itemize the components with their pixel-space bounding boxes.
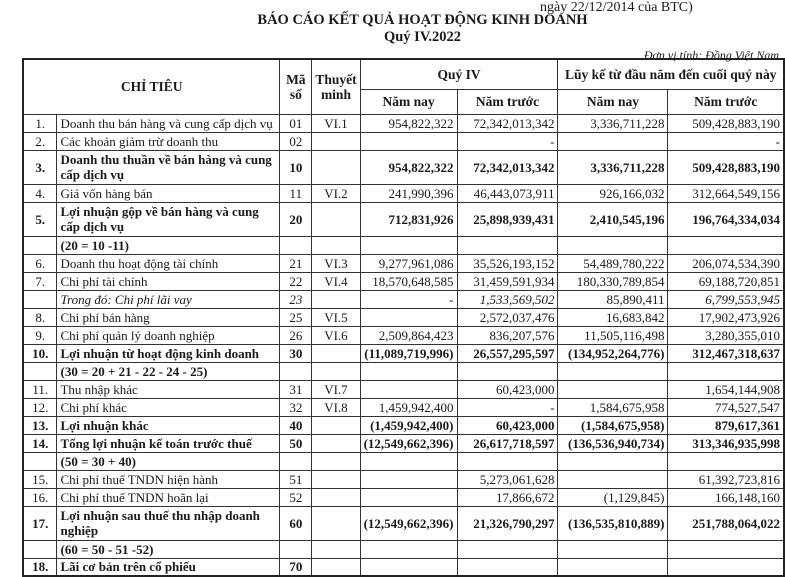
quarter-last-year: 60,423,000 [457,416,558,434]
row-number [23,236,57,254]
table-row [23,398,784,416]
ytd-last-year: 3,280,355,010 [668,326,784,344]
quarter-this-year [360,452,457,470]
ytd-this-year: 54,489,780,222 [558,254,668,272]
ytd-this-year [558,380,668,398]
table-row [23,236,784,254]
row-label: Tổng lợi nhuận kế toán trước thuế [57,434,280,452]
table-row [23,132,784,150]
row-code: 20 [280,202,312,236]
row-note [312,416,360,434]
row-number: 7. [23,272,57,290]
ytd-this-year: 1,584,675,958 [558,398,668,416]
quarter-this-year: (11,089,719,996) [360,344,457,362]
header-ytd-this-year: Năm nay [558,89,668,114]
ytd-last-year: 17,902,473,926 [668,308,784,326]
header-q-last-year: Năm trước [457,89,558,114]
row-code: 25 [280,308,312,326]
quarter-last-year [457,236,558,254]
row-number [23,362,57,380]
quarter-last-year: 17,866,672 [457,488,558,506]
ytd-this-year: 85,890,411 [558,290,668,308]
table-row [23,202,784,236]
row-code: 02 [280,132,312,150]
row-label: Chi phí thuế TNDN hoãn lại [57,488,280,506]
quarter-this-year: (12,549,662,396) [360,506,457,540]
row-code: 31 [280,380,312,398]
quarter-last-year: 60,423,000 [457,380,558,398]
top-note: ngày 22/12/2014 của BTC) [540,0,693,15]
row-number: 13. [23,416,57,434]
ytd-this-year [558,558,668,576]
row-note [312,290,360,308]
table-row [23,290,784,308]
row-number: 9. [23,326,57,344]
ytd-last-year [668,362,784,380]
ytd-last-year: 509,428,883,190 [668,114,784,132]
row-code: 30 [280,344,312,362]
row-code: 21 [280,254,312,272]
row-number: 6. [23,254,57,272]
row-number [23,452,57,470]
row-number: 3. [23,150,57,184]
quarter-this-year: 1,459,942,400 [360,398,457,416]
quarter-last-year: 72,342,013,342 [457,150,558,184]
row-label: Chi phí bán hàng [57,308,280,326]
table-row [23,470,784,488]
income-statement-table [22,58,785,577]
row-number: 18. [23,558,57,576]
row-note [312,470,360,488]
ytd-last-year: 509,428,883,190 [668,150,784,184]
quarter-last-year: 836,207,576 [457,326,558,344]
row-note [312,344,360,362]
row-code: 23 [280,290,312,308]
quarter-this-year: 9,277,961,086 [360,254,457,272]
row-code [280,362,312,380]
row-label: Chi phí tài chính [57,272,280,290]
header-ytd: Lũy kế từ đầu năm đến cuối quý này [558,59,784,89]
row-label: Giá vốn hàng bán [57,184,280,202]
header-q-this-year: Năm nay [360,89,457,114]
table-row [23,362,784,380]
table-row [23,416,784,434]
ytd-last-year [668,452,784,470]
quarter-this-year [360,132,457,150]
quarter-this-year: 954,822,322 [360,114,457,132]
row-code [280,452,312,470]
table-row [23,380,784,398]
header-indicator: CHỈ TIÊU [23,59,280,114]
row-label: Lợi nhuận gộp về bán hàng và cung cấp dịch vụ [57,202,280,236]
row-number: 1. [23,114,57,132]
table-row [23,434,784,452]
row-note [312,132,360,150]
ytd-last-year: 1,654,144,908 [668,380,784,398]
ytd-this-year: 3,336,711,228 [558,150,668,184]
row-note [312,236,360,254]
ytd-last-year: 69,188,720,851 [668,272,784,290]
quarter-this-year [360,540,457,558]
quarter-last-year: 26,557,295,597 [457,344,558,362]
quarter-last-year: 46,443,073,911 [457,184,558,202]
currency-unit: Đơn vị tính: Đồng Việt Nam [643,48,779,62]
row-label: Lợi nhuận sau thuế thu nhập doanh nghiệp [57,506,280,540]
row-label: Lợi nhuận từ hoạt động kinh doanh [57,344,280,362]
quarter-last-year [457,540,558,558]
report-title: BÁO CÁO KẾT QUẢ HOẠT ĐỘNG KINH DOANH [257,12,588,28]
quarter-last-year: 26,617,718,597 [457,434,558,452]
ytd-this-year: (136,536,940,734) [558,434,668,452]
table-row [23,558,784,576]
row-code: 52 [280,488,312,506]
row-label: (30 = 20 + 21 - 22 - 24 - 25) [57,362,280,380]
row-code: 40 [280,416,312,434]
quarter-this-year: (12,549,662,396) [360,434,457,452]
ytd-this-year: 926,166,032 [558,184,668,202]
row-note: VI.8 [312,398,360,416]
header-ytd-last-year: Năm trước [668,89,784,114]
ytd-this-year: 180,330,789,854 [558,272,668,290]
row-code: 22 [280,272,312,290]
row-note [312,540,360,558]
ytd-this-year: 3,336,711,228 [558,114,668,132]
row-number: 15. [23,470,57,488]
ytd-this-year: (134,952,264,776) [558,344,668,362]
row-code: 60 [280,506,312,540]
ytd-last-year: 61,392,723,816 [668,470,784,488]
ytd-this-year [558,540,668,558]
row-code: 50 [280,434,312,452]
ytd-last-year: 774,527,547 [668,398,784,416]
quarter-this-year [360,470,457,488]
ytd-last-year [668,236,784,254]
ytd-last-year: 251,788,064,022 [668,506,784,540]
row-note [312,362,360,380]
row-label: (60 = 50 - 51 -52) [57,540,280,558]
quarter-last-year: - [457,398,558,416]
quarter-this-year: (1,459,942,400) [360,416,457,434]
ytd-last-year: 166,148,160 [668,488,784,506]
table-row [23,150,784,184]
table-row [23,184,784,202]
ytd-last-year [668,558,784,576]
ytd-this-year: (136,535,810,889) [558,506,668,540]
row-number: 8. [23,308,57,326]
row-note [312,488,360,506]
row-label: Thu nhập khác [57,380,280,398]
row-number: 10. [23,344,57,362]
table-row [23,326,784,344]
ytd-this-year [558,362,668,380]
quarter-this-year [360,558,457,576]
row-note [312,452,360,470]
ytd-this-year: (1,129,845) [558,488,668,506]
quarter-this-year [360,308,457,326]
quarter-this-year: 712,831,926 [360,202,457,236]
row-note [312,558,360,576]
ytd-this-year [558,452,668,470]
row-label: Chi phí khác [57,398,280,416]
quarter-this-year: 954,822,322 [360,150,457,184]
report-title-block [0,12,785,46]
quarter-last-year [457,452,558,470]
quarter-this-year [360,362,457,380]
row-code: 10 [280,150,312,184]
ytd-last-year: 879,617,361 [668,416,784,434]
row-label: Chi phí quản lý doanh nghiệp [57,326,280,344]
row-label: Doanh thu bán hàng và cung cấp dịch vụ [57,114,280,132]
quarter-last-year: 31,459,591,934 [457,272,558,290]
row-number [23,540,57,558]
quarter-this-year: - [360,290,457,308]
row-note: VI.3 [312,254,360,272]
quarter-this-year: 18,570,648,585 [360,272,457,290]
row-code [280,540,312,558]
quarter-last-year [457,558,558,576]
ytd-this-year: 16,683,842 [558,308,668,326]
table-row [23,114,784,132]
ytd-last-year: 313,346,935,998 [668,434,784,452]
row-label: Chi phí thuế TNDN hiện hành [57,470,280,488]
header-code: Mã số [280,59,312,114]
ytd-last-year: 196,764,334,034 [668,202,784,236]
row-code: 70 [280,558,312,576]
row-note: VI.6 [312,326,360,344]
row-number: 4. [23,184,57,202]
row-label: Các khoản giảm trừ doanh thu [57,132,280,150]
quarter-last-year [457,362,558,380]
row-label: Lãi cơ bản trên cổ phiếu [57,558,280,576]
row-number: 11. [23,380,57,398]
row-number: 5. [23,202,57,236]
row-number: 12. [23,398,57,416]
quarter-this-year [360,380,457,398]
table-row [23,506,784,540]
row-note [312,150,360,184]
row-number [23,290,57,308]
row-label: (50 = 30 + 40) [57,452,280,470]
quarter-last-year: 2,572,037,476 [457,308,558,326]
quarter-last-year: 21,326,790,297 [457,506,558,540]
row-label: Doanh thu hoạt động tài chính [57,254,280,272]
row-note: VI.5 [312,308,360,326]
table-row [23,452,784,470]
table-row [23,488,784,506]
quarter-last-year: 1,533,569,502 [457,290,558,308]
table-row [23,344,784,362]
row-code: 26 [280,326,312,344]
row-code: 32 [280,398,312,416]
table-row [23,540,784,558]
header-quarter: Quý IV [360,59,558,89]
ytd-this-year [558,236,668,254]
ytd-this-year: 11,505,116,498 [558,326,668,344]
table-row [23,308,784,326]
ytd-this-year: (1,584,675,958) [558,416,668,434]
ytd-last-year [668,540,784,558]
ytd-last-year: 312,467,318,637 [668,344,784,362]
row-note [312,506,360,540]
row-number: 2. [23,132,57,150]
quarter-last-year: 72,342,013,342 [457,114,558,132]
quarter-last-year: 5,273,061,628 [457,470,558,488]
row-number: 16. [23,488,57,506]
ytd-last-year: 312,664,549,156 [668,184,784,202]
quarter-this-year: 241,990,396 [360,184,457,202]
table-row [23,254,784,272]
row-number: 17. [23,506,57,540]
row-note: VI.7 [312,380,360,398]
ytd-this-year [558,470,668,488]
ytd-last-year: 6,799,553,945 [668,290,784,308]
row-note [312,202,360,236]
table-row [23,272,784,290]
quarter-this-year [360,488,457,506]
quarter-last-year: 35,526,193,152 [457,254,558,272]
row-label: Lợi nhuận khác [57,416,280,434]
row-label: Trong đó: Chi phí lãi vay [57,290,280,308]
row-number: 14. [23,434,57,452]
quarter-last-year: 25,898,939,431 [457,202,558,236]
row-code: 11 [280,184,312,202]
row-note [312,434,360,452]
quarter-this-year [360,236,457,254]
row-label: (20 = 10 -11) [57,236,280,254]
ytd-last-year: - [668,132,784,150]
row-note: VI.2 [312,184,360,202]
row-note: VI.1 [312,114,360,132]
row-note: VI.4 [312,272,360,290]
row-code [280,236,312,254]
quarter-this-year: 2,509,864,423 [360,326,457,344]
ytd-last-year: 206,074,534,390 [668,254,784,272]
row-code: 51 [280,470,312,488]
report-subtitle: Quý IV.2022 [383,29,462,45]
row-label: Doanh thu thuần về bán hàng và cung cấp dịch vụ [57,150,280,184]
ytd-this-year: 2,410,545,196 [558,202,668,236]
quarter-last-year: - [457,132,558,150]
header-note: Thuyết minh [312,59,360,114]
ytd-this-year [558,132,668,150]
row-code: 01 [280,114,312,132]
